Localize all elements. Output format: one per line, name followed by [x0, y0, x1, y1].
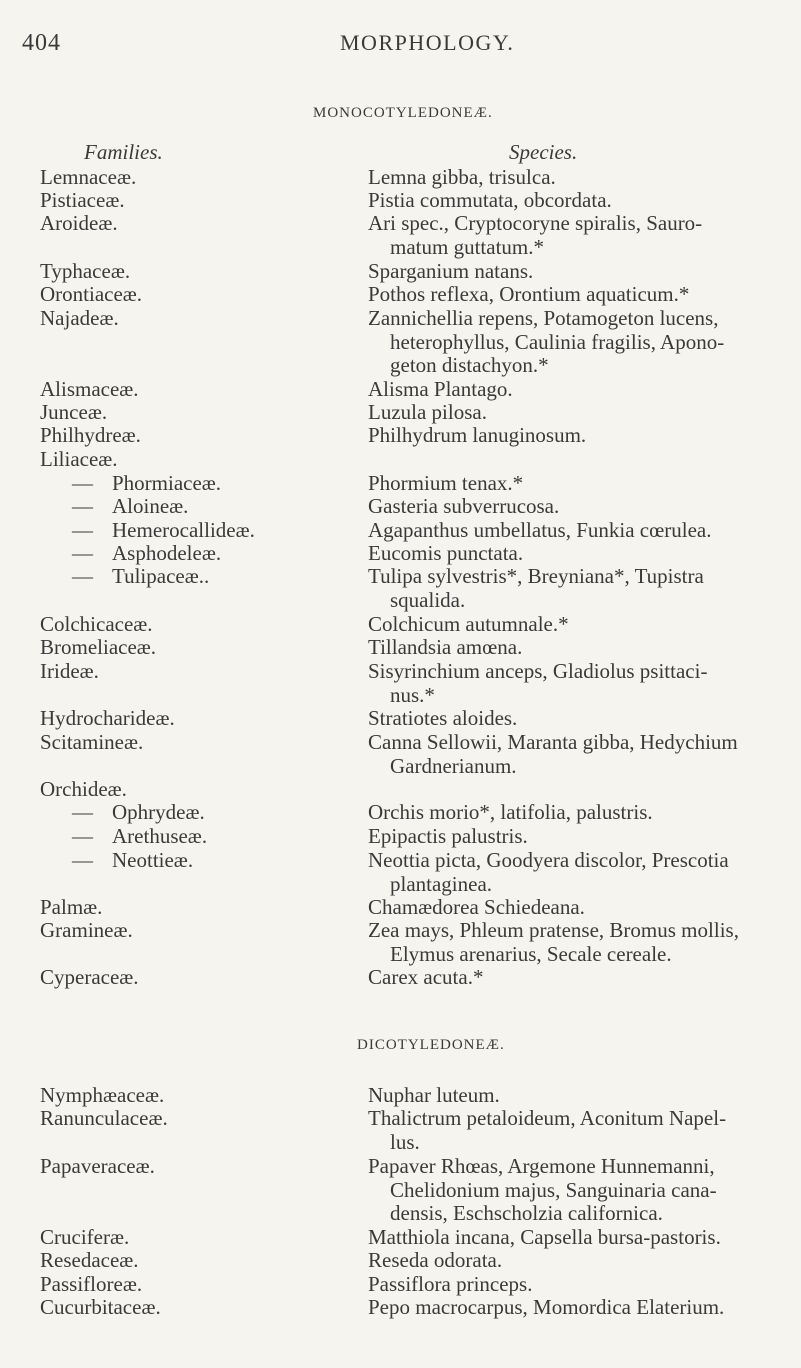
species-line: Zea mays, Phleum pratense, Bromus mollis,: [368, 918, 739, 942]
species-line: Sparganium natans.: [368, 259, 534, 283]
subfamily-entry: [40, 849, 372, 873]
species-line: Matthiola incana, Capsella bursa-pastoris.: [368, 1225, 721, 1249]
subfamily-entry: [40, 542, 372, 566]
family-entry: Liliaceæ.: [40, 447, 118, 471]
family-entry: Aroideæ.: [40, 211, 118, 235]
subfamily-entry: [40, 825, 372, 849]
species-line: Thalictrum petaloideum, Aconitum Napel-: [368, 1106, 727, 1130]
subfamily-label: Phormiaceæ.: [112, 471, 222, 495]
dash-mark: —: [72, 848, 93, 872]
dash-mark: —: [72, 494, 93, 518]
species-line: Pepo macrocarpus, Momordica Elaterium.: [368, 1295, 725, 1319]
family-entry: Gramineæ.: [40, 918, 133, 942]
species-entry: [368, 707, 778, 731]
species-entry: [368, 283, 778, 307]
family-entry: Cyperaceæ.: [40, 965, 139, 989]
species-line-continued: plantaginea.: [390, 871, 493, 896]
subfamily-entry: [40, 472, 372, 496]
species-entry: [368, 636, 778, 660]
family-entry: Nymphæaceæ.: [40, 1083, 165, 1107]
family-entry: Hydrocharideæ.: [40, 706, 175, 730]
family-entry: Scitamineæ.: [40, 730, 144, 754]
species-line-continued: geton distachyon.*: [390, 353, 549, 377]
species-line: Reseda odorata.: [368, 1248, 503, 1272]
species-line-continued: Gardnerianum.: [390, 753, 517, 778]
species-entry: [368, 542, 778, 566]
dicotyledoneae-heading: DICOTYLEDONEÆ.: [357, 1037, 505, 1053]
running-head: [0, 30, 801, 60]
subfamily-label: Neottieæ.: [112, 848, 194, 872]
species-line: Canna Sellowii, Maranta gibba, Hedychium: [368, 730, 738, 754]
species-entry: [368, 307, 778, 378]
species-line: Papaver Rhœas, Argemone Hunnemanni,: [368, 1154, 715, 1178]
species-entry: [368, 801, 778, 825]
species-column-heading: Species.: [509, 140, 578, 164]
subfamily-entry: [40, 565, 372, 589]
species-entry: [368, 660, 778, 707]
species-entry: [368, 919, 778, 966]
species-line: Zannichellia repens, Potamogeton lucens,: [368, 306, 719, 330]
species-entry: [368, 401, 778, 425]
species-entry: [368, 1296, 778, 1320]
family-entry: Cruciferæ.: [40, 1225, 130, 1249]
species-entry: [368, 1249, 778, 1273]
species-line: Carex acuta.*: [368, 965, 484, 989]
family-entry: Cucurbitaceæ.: [40, 1295, 161, 1319]
species-entry: [368, 166, 778, 190]
species-entry: [368, 825, 778, 849]
species-entry: [368, 212, 778, 259]
dash-mark: —: [72, 564, 93, 588]
family-entry: Papaveraceæ.: [40, 1154, 155, 1178]
species-line: Passiflora princeps.: [368, 1272, 533, 1296]
family-entry: Bromeliaceæ.: [40, 635, 157, 659]
species-line: Luzula pilosa.: [368, 400, 487, 424]
species-line: Chamædorea Schiedeana.: [368, 895, 585, 919]
species-line: Pothos reflexa, Orontium aquaticum.*: [368, 282, 690, 306]
species-line-continued: squalida.: [390, 587, 466, 612]
family-entry: Najadeæ.: [40, 306, 119, 330]
species-line: Nuphar luteum.: [368, 1083, 500, 1107]
page-number: 404: [22, 30, 61, 56]
dash-mark: —: [72, 471, 93, 495]
species-entry: [368, 472, 778, 496]
family-entry: Passifloreæ.: [40, 1272, 143, 1296]
families-column-heading: Families.: [84, 140, 163, 164]
species-entry: [368, 1084, 778, 1108]
species-entry: [368, 519, 778, 543]
species-line: Tillandsia amœna.: [368, 635, 523, 659]
species-line: Stratiotes aloides.: [368, 706, 518, 730]
monocotyledoneae-heading: MONOCOTYLEDONEÆ.: [313, 105, 493, 121]
species-entry: [368, 966, 778, 990]
dash-mark: —: [72, 824, 93, 848]
species-line: Pistia commutata, obcordata.: [368, 188, 612, 212]
species-line: Orchis morio*, latifolia, palustris.: [368, 800, 653, 824]
family-entry: Ranunculaceæ.: [40, 1106, 168, 1130]
family-entry: Lemnaceæ.: [40, 165, 137, 189]
subfamily-label: Arethuseæ.: [112, 824, 208, 848]
species-line-continued: heterophyllus, Caulinia fragilis, Apono-: [390, 329, 725, 354]
dash-mark: —: [72, 541, 93, 565]
subfamily-entry: [40, 495, 372, 519]
species-entry: [368, 495, 778, 519]
species-entry: [368, 260, 778, 284]
subfamily-label: Hemerocallideæ.: [112, 518, 255, 542]
species-line-continued: lus.: [390, 1129, 420, 1154]
species-line-continued: matum guttatum.*: [390, 234, 544, 259]
species-entry: [368, 1107, 778, 1154]
species-line: Alisma Plantago.: [368, 377, 513, 401]
family-entry: Palmæ.: [40, 895, 103, 919]
species-entry: [368, 1273, 778, 1297]
subfamily-label: Tulipaceæ..: [112, 564, 210, 588]
family-entry: Junceæ.: [40, 400, 108, 424]
family-entry: Typhaceæ.: [40, 259, 131, 283]
family-entry: Colchicaceæ.: [40, 612, 153, 636]
species-line: Sisyrinchium anceps, Gladiolus psittaci-: [368, 659, 708, 683]
species-line-continued: nus.*: [390, 682, 435, 707]
species-line-continued: Chelidonium majus, Sanguinaria cana-: [390, 1177, 717, 1202]
subfamily-label: Ophrydeæ.: [112, 800, 205, 824]
family-entry: Irideæ.: [40, 659, 99, 683]
subfamily-label: Aloineæ.: [112, 494, 189, 518]
species-line: Philhydrum lanuginosum.: [368, 423, 587, 447]
subfamily-label: Asphodeleæ.: [112, 541, 222, 565]
species-entry: [368, 189, 778, 213]
species-line: Tulipa sylvestris*, Breyniana*, Tupistra: [368, 564, 704, 588]
species-line: Eucomis punctata.: [368, 541, 524, 565]
family-entry: Pistiaceæ.: [40, 188, 125, 212]
family-entry: Orontiaceæ.: [40, 282, 143, 306]
species-line: Agapanthus umbellatus, Funkia cœrulea.: [368, 518, 712, 542]
species-line: Neottia picta, Goodyera discolor, Prescotia: [368, 848, 729, 872]
species-entry: [368, 731, 778, 778]
species-line-continued: densis, Eschscholzia californica.: [390, 1201, 663, 1225]
subfamily-entry: [40, 519, 372, 543]
species-entry: [368, 896, 778, 920]
species-entry: [368, 1155, 778, 1226]
family-entry: Alismaceæ.: [40, 377, 139, 401]
species-line: Lemna gibba, trisulca.: [368, 165, 556, 189]
species-entry: [368, 565, 778, 612]
running-title: MORPHOLOGY.: [340, 30, 515, 55]
subfamily-entry: [40, 801, 372, 825]
species-line-continued: Elymus arenarius, Secale cereale.: [390, 941, 672, 966]
species-line: Ari spec., Cryptocoryne spiralis, Sauro-: [368, 211, 703, 235]
dash-mark: —: [72, 800, 93, 824]
species-entry: [368, 613, 778, 637]
family-entry: Resedaceæ.: [40, 1248, 139, 1272]
species-entry: [368, 424, 778, 448]
species-line: Epipactis palustris.: [368, 824, 528, 848]
species-line: Phormium tenax.*: [368, 471, 524, 495]
species-entry: [368, 1226, 778, 1250]
species-entry: [368, 849, 778, 896]
species-entry: [368, 378, 778, 402]
family-entry: Orchideæ.: [40, 777, 127, 801]
species-line: Colchicum autumnale.*: [368, 612, 569, 636]
family-entry: Philhydreæ.: [40, 423, 141, 447]
species-line: Gasteria subverrucosa.: [368, 494, 560, 518]
dash-mark: —: [72, 518, 93, 542]
